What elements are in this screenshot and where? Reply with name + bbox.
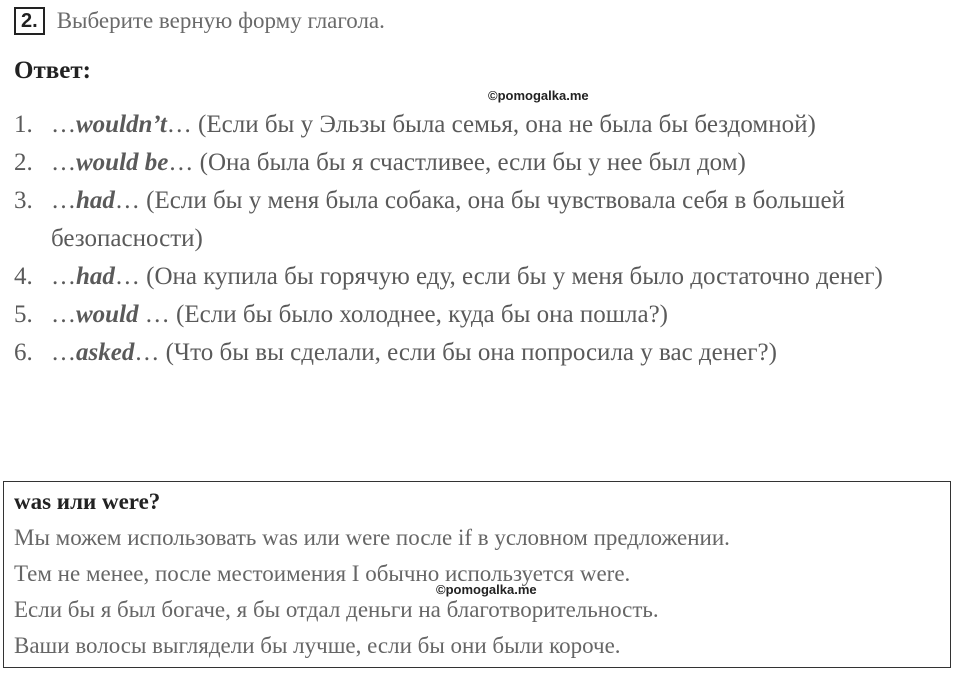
task-number-badge: 2. bbox=[14, 7, 45, 35]
answer-number: 1. bbox=[14, 111, 33, 138]
answer-verb: would be bbox=[76, 149, 169, 176]
rule-title: was или were? bbox=[14, 489, 161, 514]
answer-item bbox=[14, 334, 959, 372]
watermark-bottom: ©pomogalka.me bbox=[436, 582, 537, 597]
answer-verb: asked bbox=[76, 339, 135, 366]
answer-number: 2. bbox=[14, 149, 33, 176]
answer-translation: … (Что бы вы сделали, если бы она попросила у вас денег?) bbox=[134, 339, 777, 366]
watermark-top: ©pomogalka.me bbox=[488, 88, 589, 103]
answer-prefix: … bbox=[51, 339, 76, 366]
answer-prefix: … bbox=[51, 149, 76, 176]
answer-verb: wouldn’t bbox=[76, 111, 167, 138]
answer-translation: … (Если бы у Эльзы была семья, она не была бы бездомной) bbox=[166, 111, 816, 138]
answer-body bbox=[51, 106, 959, 144]
answer-verb: had bbox=[76, 187, 115, 214]
answer-translation: … (Если бы у меня была собака, она бы чувствовала себя в большей безопасности) bbox=[51, 187, 846, 252]
answer-item bbox=[14, 144, 959, 182]
answer-translation: … (Она была бы я счастливее, если бы у нее был дом) bbox=[168, 149, 746, 176]
answer-prefix: … bbox=[51, 263, 76, 290]
answer-body bbox=[51, 334, 959, 372]
answer-translation: … (Если бы было холоднее, куда бы она пошла?) bbox=[138, 301, 668, 328]
answer-number: 4. bbox=[14, 263, 33, 290]
answer-number: 6. bbox=[14, 339, 33, 366]
answer-heading: Ответ: bbox=[14, 57, 91, 84]
answer-verb: had bbox=[76, 263, 115, 290]
rule-line: Ваши волосы выглядели бы лучше, если бы они были короче. bbox=[14, 633, 621, 658]
task-header bbox=[14, 4, 385, 38]
answer-body bbox=[51, 144, 959, 182]
rule-line: Тем не менее, после местоимения I обычно используется were. bbox=[14, 561, 631, 586]
answer-body bbox=[51, 182, 959, 258]
answer-item bbox=[14, 258, 959, 296]
answer-translation: … (Она купила бы горячую еду, если бы у меня было достаточно денег) bbox=[114, 263, 883, 290]
task-instruction: Выберите верную форму глагола. bbox=[56, 8, 385, 33]
answer-prefix: … bbox=[51, 301, 76, 328]
answer-list bbox=[14, 106, 959, 372]
answer-body bbox=[51, 296, 959, 334]
answer-item bbox=[14, 182, 959, 258]
answer-prefix: … bbox=[51, 187, 76, 214]
rule-line: Мы можем использовать was или were после if в условном предложении. bbox=[14, 525, 730, 550]
answer-verb: would bbox=[76, 301, 139, 328]
answer-item bbox=[14, 296, 959, 334]
answer-body bbox=[51, 258, 959, 296]
answer-number: 3. bbox=[14, 187, 33, 214]
grammar-rule-box bbox=[3, 481, 951, 668]
answer-prefix: … bbox=[51, 111, 76, 138]
rule-line: Если бы я был богаче, я бы отдал деньги на благотворительность. bbox=[14, 597, 659, 622]
answer-item bbox=[14, 106, 959, 144]
answer-number: 5. bbox=[14, 301, 33, 328]
